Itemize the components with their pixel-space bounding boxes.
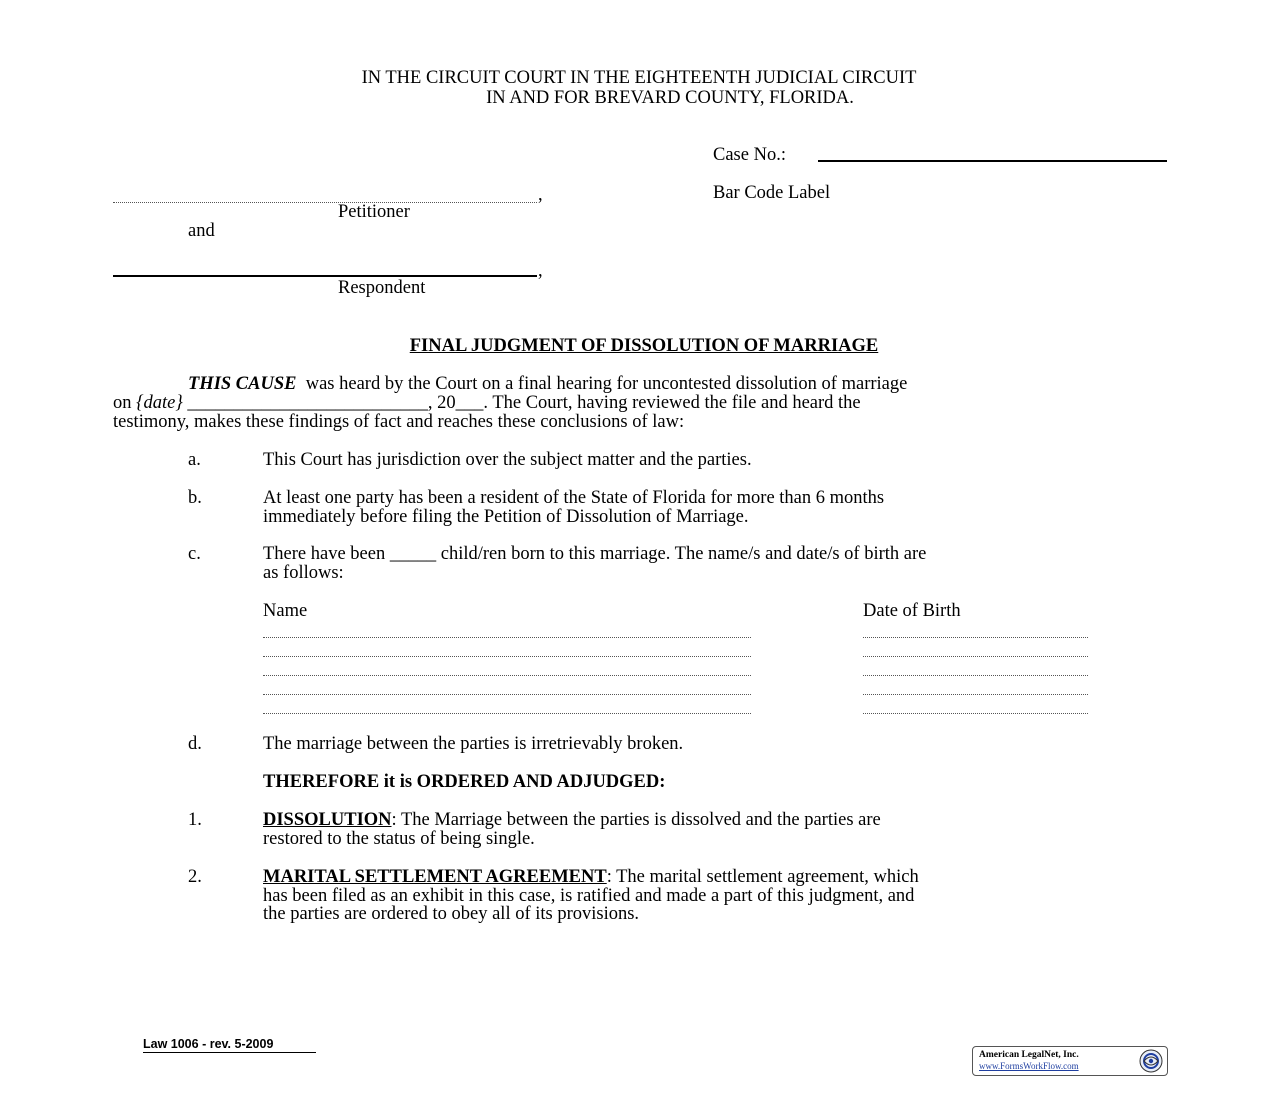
order-2-line2: has been filed as an exhibit in this case, is ratified and made a part of this judgment, and bbox=[263, 886, 915, 906]
child-name-field[interactable] bbox=[263, 694, 751, 695]
petitioner-comma: , bbox=[538, 185, 543, 205]
child-dob-field[interactable] bbox=[863, 656, 1088, 657]
finding-a-text: This Court has jurisdiction over the subject matter and the parties. bbox=[263, 450, 752, 470]
child-dob-field[interactable] bbox=[863, 694, 1088, 695]
order-1-first: : The Marriage between the parties is dissolved and the parties are bbox=[391, 810, 881, 830]
bar-code-label: Bar Code Label bbox=[713, 183, 831, 203]
order-1-line2: restored to the status of being single. bbox=[263, 829, 535, 849]
therefore-heading: THEREFORE it is ORDERED AND ADJUDGED: bbox=[263, 772, 666, 792]
finding-c-text-2: as follows: bbox=[263, 563, 344, 583]
finding-d-marker: d. bbox=[188, 734, 202, 754]
court-header-line2: IN AND FOR BREVARD COUNTY, FLORIDA. bbox=[486, 88, 854, 108]
petitioner-label: Petitioner bbox=[338, 202, 410, 222]
form-id-underline bbox=[143, 1052, 316, 1053]
finding-c-marker: c. bbox=[188, 544, 201, 564]
logo-company-name: American LegalNet, Inc. bbox=[979, 1050, 1079, 1060]
order-2-first: : The marital settlement agreement, which bbox=[606, 867, 919, 887]
order-1-heading: DISSOLUTION bbox=[263, 810, 392, 830]
finding-b-marker: b. bbox=[188, 488, 202, 508]
court-header-line1: IN THE CIRCUIT COURT IN THE EIGHTEENTH JUDICIAL CIRCUIT bbox=[361, 68, 917, 88]
intro-line3: testimony, makes these findings of fact and reaches these conclusions of law: bbox=[113, 412, 685, 432]
intro-line2 bbox=[113, 394, 861, 413]
intro-on: on bbox=[113, 393, 132, 413]
child-name-field[interactable] bbox=[263, 656, 751, 657]
order-1-marker: 1. bbox=[188, 810, 202, 830]
finding-d-text: The marriage between the parties is irretrievably broken. bbox=[263, 734, 684, 754]
finding-a-marker: a. bbox=[188, 450, 201, 470]
child-name-field[interactable] bbox=[263, 713, 751, 714]
case-no-field[interactable] bbox=[818, 160, 1167, 162]
finding-b-text-2: immediately before filing the Petition of Dissolution of Marriage. bbox=[263, 507, 749, 527]
date-blank[interactable]: __________________________ bbox=[187, 393, 428, 413]
respondent-comma: , bbox=[538, 261, 543, 281]
child-dob-field[interactable] bbox=[863, 713, 1088, 714]
globe-seal-icon bbox=[1139, 1049, 1163, 1073]
american-legalnet-logo[interactable] bbox=[972, 1046, 1168, 1076]
child-name-field[interactable] bbox=[263, 675, 751, 676]
order-2-heading: MARITAL SETTLEMENT AGREEMENT bbox=[263, 867, 607, 887]
finding-b-text-1: At least one party has been a resident of the State of Florida for more than 6 months bbox=[263, 488, 885, 508]
children-dob-header: Date of Birth bbox=[863, 601, 961, 621]
child-name-field[interactable] bbox=[263, 637, 751, 638]
children-name-header: Name bbox=[263, 601, 308, 621]
and-label: and bbox=[188, 221, 215, 241]
respondent-name-field[interactable] bbox=[113, 275, 537, 277]
child-dob-field[interactable] bbox=[863, 675, 1088, 676]
intro-line2-rest: , 20___. The Court, having reviewed the file and heard the bbox=[427, 393, 861, 413]
date-placeholder[interactable]: {date} bbox=[136, 393, 183, 413]
intro-lead: THIS CAUSE bbox=[188, 374, 297, 394]
intro-line1 bbox=[188, 375, 907, 394]
finding-c-text-1: There have been _____ child/ren born to this marriage. The name/s and date/s of birth are bbox=[263, 544, 927, 564]
intro-line1-rest: was heard by the Court on a final hearing for uncontested dissolution of marriage bbox=[305, 374, 908, 394]
child-dob-field[interactable] bbox=[863, 637, 1088, 638]
logo-website-link[interactable]: www.FormsWorkFlow.com bbox=[979, 1061, 1079, 1071]
petitioner-name-field[interactable] bbox=[113, 202, 537, 203]
order-1-line1 bbox=[263, 811, 881, 830]
document-title: FINAL JUDGMENT OF DISSOLUTION OF MARRIAGE bbox=[409, 336, 879, 356]
order-2-marker: 2. bbox=[188, 867, 202, 887]
order-2-line3: the parties are ordered to obey all of its provisions. bbox=[263, 904, 640, 924]
form-id: Law 1006 - rev. 5-2009 bbox=[143, 1037, 274, 1051]
order-2-line1 bbox=[263, 868, 919, 887]
respondent-label: Respondent bbox=[338, 278, 426, 298]
case-no-label: Case No.: bbox=[713, 145, 786, 165]
